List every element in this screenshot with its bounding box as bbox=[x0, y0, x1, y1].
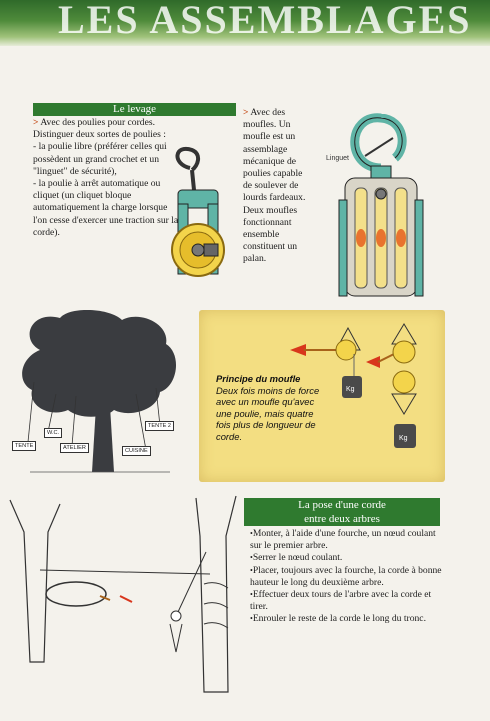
bullet-icon: • bbox=[250, 529, 253, 538]
corde-step: •Monter, à l'aide d'une fourche, un nœud coulant sur le premier arbre. bbox=[250, 528, 436, 552]
corde-steps bbox=[250, 528, 446, 626]
pulley-illustration bbox=[168, 146, 230, 306]
weight-label-1: Kg bbox=[346, 386, 355, 393]
arrow-icon: > bbox=[243, 107, 249, 118]
weight-label-2: Kg bbox=[399, 435, 408, 442]
corde-step: •Serrer le nœud coulant. bbox=[250, 552, 343, 564]
tree-illustration bbox=[10, 310, 188, 490]
bullet-icon: • bbox=[250, 565, 253, 575]
bullet-icon: • bbox=[250, 590, 253, 600]
bullet-icon: • bbox=[250, 614, 253, 624]
moufle-text: Avec des moufles. Un moufle est un assemblage mécanique de poulies capable de soulever de lourds fardeaux. Deux moufles fonctionnant ensemble constituent un palan. bbox=[243, 107, 306, 265]
section-heading-levage: Le levage bbox=[33, 103, 236, 116]
section-heading-corde bbox=[244, 498, 440, 526]
corde-heading-line1: La pose d'une corde bbox=[298, 499, 386, 511]
corde-step: •Effectuer deux tours de l'arbre avec la corde et tirer. bbox=[250, 589, 432, 613]
arrow-icon: > bbox=[33, 117, 39, 128]
corde-heading-line2: entre deux arbres bbox=[304, 513, 380, 525]
rope-illustration bbox=[0, 492, 250, 702]
principe-title: Principe du moufle bbox=[216, 373, 301, 384]
moufle-text-block bbox=[243, 107, 313, 266]
principe-body: Deux fois moins de force avec un moufle qu'avec une poulie, mais quatre fois plus de longueur de corde. bbox=[216, 384, 320, 442]
corde-step: •Placer, toujours avec la fourche, la corde à bonne hauteur le long du deuxième arbre. bbox=[250, 564, 442, 588]
levage-item2: - la poulie à arrêt automatique ou cliquet (un cliquet bloque automatiquement la charge lorsque l'on cesse d'exercer une traction sur la corde). bbox=[33, 178, 179, 238]
levage-intro: Avec des poulies pour cordes. bbox=[40, 117, 155, 128]
principe-diagram bbox=[280, 322, 440, 462]
moufle-illustration bbox=[325, 108, 435, 306]
linguet-label: Linguet bbox=[326, 155, 349, 162]
sign-tente-2: TENTE 2 bbox=[145, 421, 174, 431]
levage-text bbox=[33, 117, 179, 239]
sign-atelier: ATELIER bbox=[60, 443, 89, 453]
sign-tente: TENTE bbox=[12, 441, 36, 451]
bullet-icon: • bbox=[250, 553, 253, 563]
sign-wc: W.C. bbox=[44, 428, 62, 438]
corde-step: •Enrouler le reste de la corde le long du tronc. bbox=[250, 613, 426, 625]
levage-item1: - la poulie libre (préférer celles qui possèdent un grand crochet et un "linguet" de sécurité), bbox=[33, 141, 167, 177]
sign-cuisine: CUISINE bbox=[122, 446, 151, 456]
page-title: LES ASSEMBLAGES bbox=[58, 0, 472, 42]
levage-line2: Distinguer deux sortes de poulies : bbox=[33, 129, 166, 141]
